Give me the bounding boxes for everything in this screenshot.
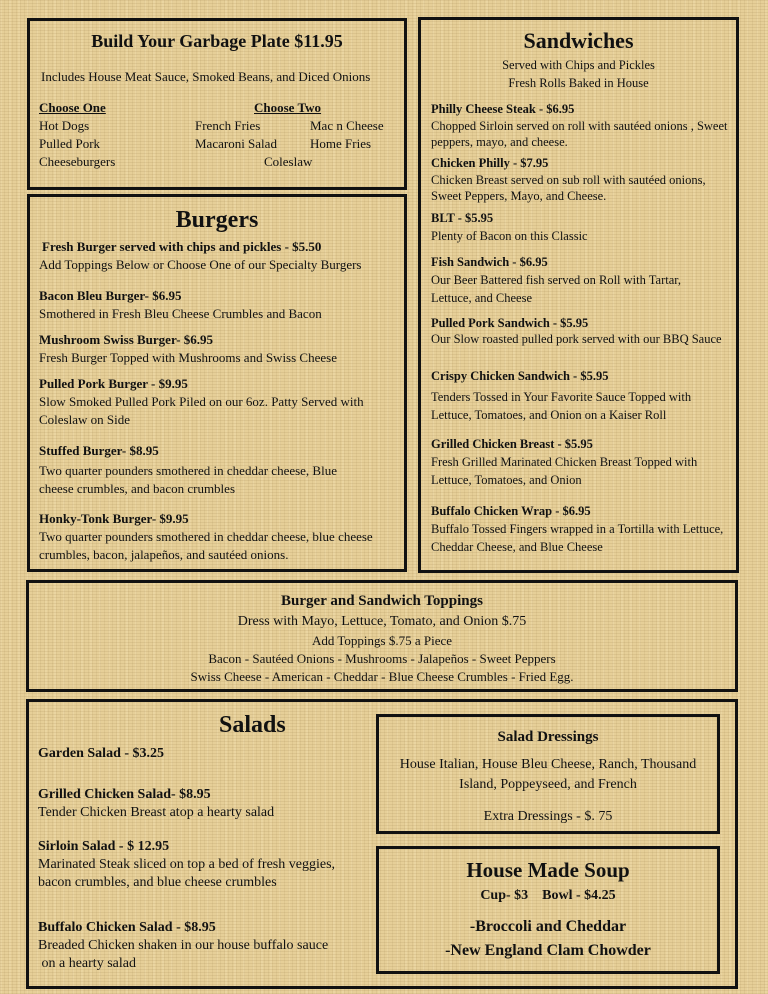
choose-two-item: Macaroni Salad [195, 136, 277, 151]
salad-name: Sirloin Salad - $ 12.95 [38, 839, 170, 854]
burgers-title: Burgers [175, 207, 259, 233]
toppings-line4: Swiss Cheese - American - Cheddar - Blue Cheese Crumbles - Fried Egg. [190, 669, 574, 684]
salad-item [38, 838, 368, 892]
choose-two-item: Home Fries [310, 136, 372, 151]
burger-desc: Smothered in Fresh Bleu Cheese Crumbles and Bacon [39, 306, 322, 321]
burger-desc: Fresh Burger Topped with Mushrooms and Swiss Cheese [39, 350, 337, 365]
sandwich-desc: Chopped Sirloin served on roll with sautéed onions , Sweet peppers, mayo, and cheese. [431, 119, 728, 149]
sandwich-name: Chicken Philly - $7.95 [431, 156, 549, 170]
burgers-intro-sub: Add Toppings Below or Choose One of our Specialty Burgers [39, 257, 362, 272]
dressings-title: Salad Dressings [497, 729, 599, 745]
choose-one-item: Cheeseburgers [39, 154, 116, 169]
salad-item [38, 786, 368, 822]
choose-two-label: Choose Two [254, 100, 322, 115]
burger-desc: Two quarter pounders smothered in cheddar cheese, blue cheese crumbles, bacon, jalapeños, and sautéed onions. [39, 529, 373, 562]
burger-name: Stuffed Burger- $8.95 [39, 443, 159, 458]
sandwich-name: Grilled Chicken Breast - $5.95 [431, 437, 593, 451]
salad-name: Garden Salad - $3.25 [38, 746, 165, 761]
choose-one-item: Hot Dogs [39, 118, 90, 133]
toppings-line1: Dress with Mayo, Lettuce, Tomato, and Onion $.75 [237, 614, 527, 629]
sandwich-name: Fish Sandwich - $6.95 [431, 255, 548, 269]
sandwich-item [431, 368, 731, 424]
sandwich-desc: Our Beer Battered fish served on Roll with Tartar, Lettuce, and Cheese [431, 273, 682, 305]
salad-item [38, 745, 164, 763]
sandwiches-sub2: Fresh Rolls Baked in House [508, 76, 649, 90]
sandwich-item [431, 315, 723, 347]
salads-title: Salads [219, 712, 286, 738]
burger-desc: Two quarter pounders smothered in cheddar cheese, Blue cheese crumbles, and bacon crumbles [39, 463, 337, 496]
sandwich-name: Philly Cheese Steak - $6.95 [431, 102, 575, 116]
salad-desc: on a hearty salad [38, 956, 136, 971]
burger-name: Bacon Bleu Burger- $6.95 [39, 288, 182, 303]
toppings-title: Burger and Sandwich Toppings [281, 593, 483, 609]
soup-prices: Cup- $3 Bowl - $4.25 [480, 888, 616, 903]
choose-one-label: Choose One [39, 100, 106, 115]
choose-two-item: Mac n Cheese [310, 118, 384, 133]
burger-item [39, 442, 369, 498]
burgers-intro: Fresh Burger served with chips and pickles - $5.50 [42, 239, 322, 254]
sandwich-desc: Fresh Grilled Marinated Chicken Breast Topped with Lettuce, Tomatoes, and Onion [431, 455, 698, 487]
dressings-extra: Extra Dressings - $. 75 [483, 809, 613, 824]
sandwich-name: BLT - $5.95 [431, 211, 494, 225]
sandwiches-section [418, 17, 739, 573]
toppings-section [26, 580, 738, 692]
garbage-plate-subtitle: Includes House Meat Sauce, Smoked Beans, and Diced Onions [41, 69, 371, 84]
toppings-line3: Bacon - Sautéed Onions - Mushrooms - Jalapeños - Sweet Peppers [208, 651, 556, 666]
choose-two-item: Coleslaw [264, 154, 313, 169]
choose-two-item: French Fries [195, 118, 261, 133]
choose-one-item: Pulled Pork [39, 136, 101, 151]
burger-item [39, 331, 399, 367]
sandwich-desc: Plenty of Bacon on this Classic [431, 229, 588, 243]
sandwich-desc: Tenders Tossed in Your Favorite Sauce Topped with Lettuce, Tomatoes, and Onion on a Kaiser Roll [431, 390, 692, 422]
soup-title: House Made Soup [466, 858, 630, 882]
salad-desc: Breaded Chicken shaken in our house buffalo sauce [38, 938, 329, 953]
salad-desc: Marinated Steak sliced on top a bed of fresh veggies, bacon crumbles, and blue cheese crumbles [38, 857, 336, 890]
burger-item [39, 375, 389, 429]
soup-box [376, 846, 720, 974]
burger-item [39, 510, 401, 564]
burger-name: Mushroom Swiss Burger- $6.95 [39, 332, 214, 347]
salad-dressings-box [376, 714, 720, 834]
salad-desc: Tender Chicken Breast atop a hearty salad [38, 805, 275, 820]
sandwiches-sub1: Served with Chips and Pickles [502, 58, 655, 72]
salad-name: Grilled Chicken Salad- $8.95 [38, 787, 211, 802]
burger-item [39, 287, 399, 323]
sandwich-item [431, 436, 721, 489]
sandwich-desc: Chicken Breast served on sub roll with sautéed onions, Sweet Peppers, Mayo, and Cheese. [431, 173, 706, 203]
sandwich-item [431, 503, 731, 556]
dressings-line1: House Italian, House Bleu Cheese, Ranch, Thousand [399, 757, 697, 772]
soup-item: -New England Clam Chowder [445, 942, 651, 959]
sandwich-item [431, 254, 721, 307]
garbage-plate-section [27, 18, 407, 190]
sandwich-desc: Buffalo Tossed Fingers wrapped in a Tortilla with Lettuce, Cheddar Cheese, and Blue Cheese [431, 522, 724, 554]
dressings-line2: Island, Poppeyseed, and French [459, 777, 637, 792]
garbage-plate-title: Build Your Garbage Plate $11.95 [91, 31, 343, 51]
sandwich-item [431, 210, 729, 245]
burger-name: Honky-Tonk Burger- $9.95 [39, 511, 189, 526]
sandwich-name: Crispy Chicken Sandwich - $5.95 [431, 369, 609, 383]
sandwich-item [431, 101, 729, 150]
toppings-line2: Add Toppings $.75 a Piece [311, 633, 453, 648]
sandwich-desc: Our Slow roasted pulled pork served with our BBQ Sauce [431, 332, 722, 346]
burgers-section [27, 194, 407, 572]
sandwich-name: Pulled Pork Sandwich - $5.95 [431, 316, 589, 330]
soup-item: -Broccoli and Cheddar [469, 918, 627, 935]
burger-name: Pulled Pork Burger - $9.95 [39, 376, 188, 391]
salad-item [38, 919, 378, 973]
sandwiches-title: Sandwiches [523, 28, 634, 53]
burger-desc: Slow Smoked Pulled Pork Piled on our 6oz. Patty Served with Coleslaw on Side [39, 394, 364, 427]
sandwich-item [431, 155, 721, 204]
sandwich-name: Buffalo Chicken Wrap - $6.95 [431, 504, 591, 518]
salad-name: Buffalo Chicken Salad - $8.95 [38, 920, 216, 935]
